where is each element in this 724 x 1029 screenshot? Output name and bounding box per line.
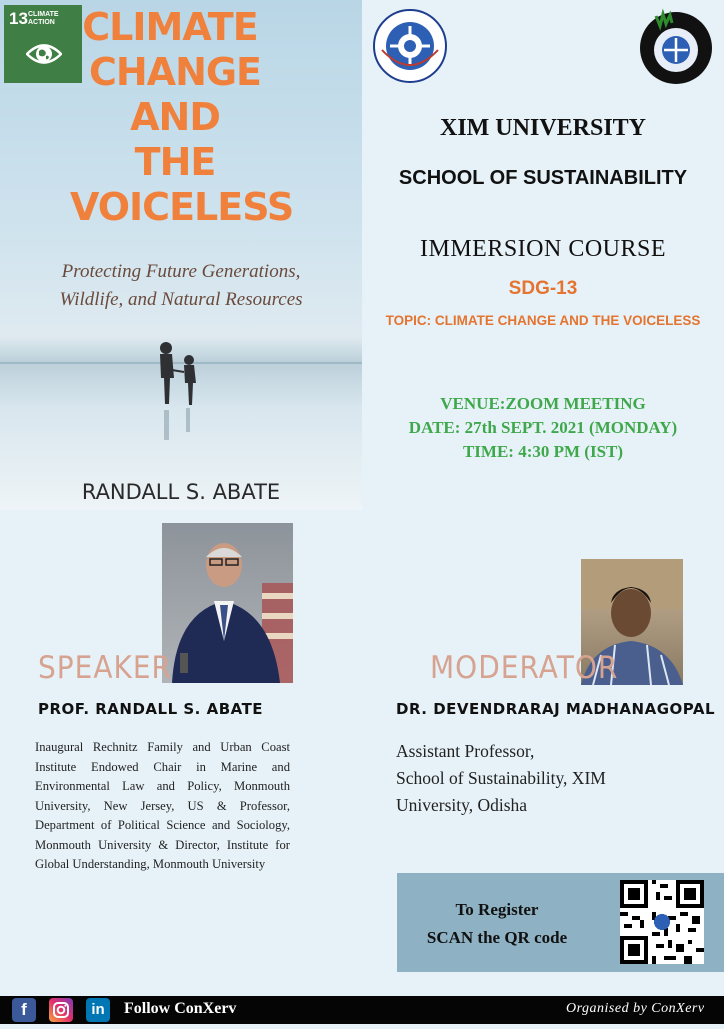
cover-subtitle: Protecting Future Generations, Wildlife, and Natural Resources bbox=[59, 261, 303, 310]
register-panel bbox=[397, 873, 724, 972]
linkedin-icon[interactable]: in bbox=[86, 998, 110, 1022]
cover-title-line: AND bbox=[130, 95, 220, 139]
registration-qr-code[interactable] bbox=[620, 880, 704, 964]
xim-university-logo bbox=[372, 8, 448, 84]
sdg-number: 13 bbox=[9, 9, 28, 28]
speaker-description: Inaugural Rechnitz Family and Urban Coast Institute Endowed Chair in Marine and Environmental Law and Policy, Monmouth University, New Jersey, US & Professor, Department of Political Science and Sociology, Monmouth University & Director, Institute for Global Understanding, Monmouth University bbox=[35, 740, 290, 871]
date-text: DATE: 27th SEPT. 2021 (MONDAY) bbox=[408, 418, 678, 437]
book-cover bbox=[0, 0, 362, 510]
sdg-label: CLIMATE ACTION bbox=[28, 11, 59, 26]
school-of-sustainability-logo bbox=[636, 6, 716, 86]
time-text: TIME: 4:30 PM (IST) bbox=[462, 442, 624, 461]
speaker-portrait bbox=[162, 523, 293, 683]
course-title: IMMERSION COURSE bbox=[419, 236, 667, 262]
register-text: To Register SCAN the QR code bbox=[426, 900, 568, 947]
instagram-glyph-icon bbox=[49, 998, 73, 1022]
moderator-role-label: MODERATOR bbox=[430, 649, 619, 686]
children-silhouette-image bbox=[150, 340, 210, 450]
instagram-icon[interactable] bbox=[49, 998, 73, 1022]
follow-text: Follow ConXerv bbox=[124, 1000, 237, 1017]
speaker-name: PROF. RANDALL S. ABATE bbox=[38, 700, 264, 718]
sdg-heading: SDG-13 bbox=[508, 278, 578, 299]
cover-author: RANDALL S. ABATE bbox=[81, 480, 281, 504]
cover-title-line: VOICELESS bbox=[70, 185, 294, 229]
cover-title-line: CLIMATE bbox=[82, 5, 258, 49]
speaker-photo bbox=[162, 523, 293, 683]
cover-title-line: CHANGE bbox=[88, 50, 262, 94]
moderator-description: Assistant Professor, School of Sustainability, XIM University, Odisha bbox=[396, 741, 606, 815]
venue-text: VENUE:ZOOM MEETING bbox=[440, 394, 646, 413]
moderator-name: DR. DEVENDRARAJ MADHANAGOPAL bbox=[396, 700, 716, 718]
school-name: SCHOOL OF SUSTAINABILITY bbox=[398, 167, 688, 189]
cover-title-line: THE bbox=[134, 140, 216, 184]
footer-bar bbox=[0, 996, 724, 1024]
organised-by-text: Organised by ConXerv bbox=[566, 1001, 705, 1016]
eye-globe-icon bbox=[26, 41, 62, 67]
speaker-role-label: SPEAKER bbox=[38, 649, 173, 686]
university-name: XIM UNIVERSITY bbox=[439, 115, 647, 141]
topic-heading: TOPIC: CLIMATE CHANGE AND THE VOICELESS bbox=[385, 313, 701, 328]
facebook-icon[interactable]: f bbox=[12, 998, 36, 1022]
